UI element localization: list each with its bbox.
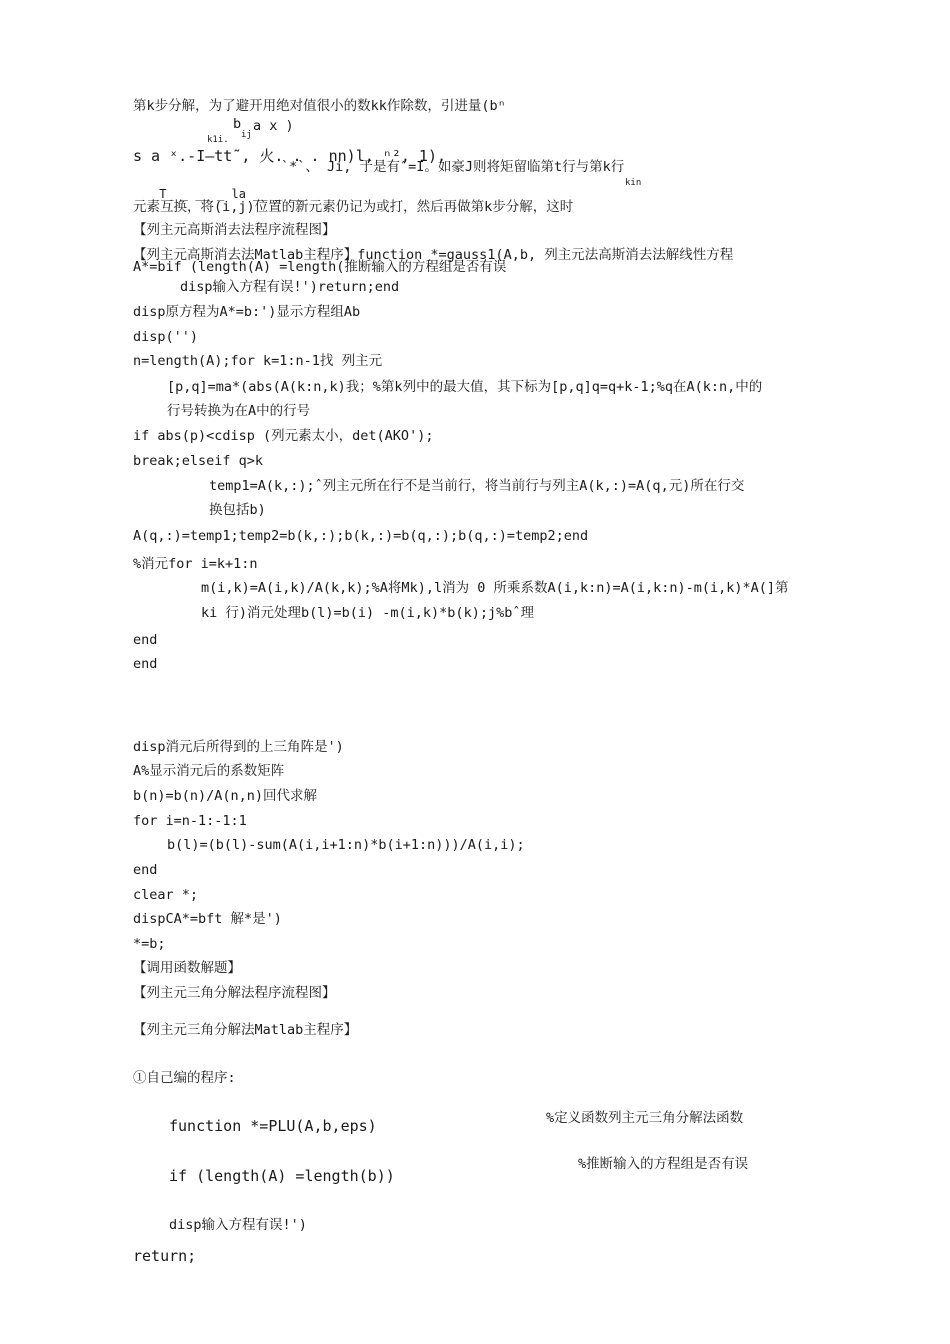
code-line: if abs(p)<cdisp (列元素太小，det(AKO'); [133, 428, 434, 444]
code-line: n=length(A);for k=1:n-1找 列主元 [133, 353, 383, 369]
section-heading: 【列主元高斯消去法程序流程图】 [133, 222, 336, 238]
code-comment: %定义函数列主元三角分解法函数 [546, 1110, 744, 1126]
code-line: return; [133, 1247, 197, 1265]
section-heading: 【列主元三角分解法Matlab主程序】 [133, 1022, 358, 1038]
code-line: break;elseif q>k [133, 453, 264, 469]
code-line: disp输入方程有误!')return;end [180, 279, 400, 295]
code-line: b(n)=b(n)/A(n,n)回代求解 [133, 788, 318, 804]
text-line: a x ) [253, 118, 294, 134]
code-line: temp1=A(k,:);ˆ列主元所在行不是当前行，将当前行与列主A(k,:)=A(q,元)所在行交 [209, 478, 745, 494]
text-line: b [233, 116, 242, 132]
code-line: disp原方程为A*=b:')显示方程组Ab [133, 304, 361, 320]
text-line: ij [241, 130, 252, 140]
text-line: _T_ _ __ _ la __ _ __ [152, 187, 304, 201]
code-line: m(i,k)=A(i,k)/A(k,k);%A将Mk),l消为 0 所乘系数A(i,k:n)=A(i,k:n)-m(i,k)*A(]第 [201, 580, 789, 596]
code-line: clear *; [133, 887, 199, 903]
code-line: A(q,:)=temp1;temp2=b(k,:);b(k,:)=b(q,:);b(q,:)=temp2;end [133, 528, 589, 544]
code-line: A%显示消元后的系数矩阵 [133, 763, 285, 779]
code-line: dispCA*=bft 解*是') [133, 911, 282, 927]
code-line: 行号转换为在A中的行号 [167, 403, 311, 419]
section-heading: 【列主元三角分解法程序流程图】 [133, 985, 336, 1001]
text-line: ①自己编的程序: [133, 1070, 236, 1086]
code-line: %消元for i=k+1:n [133, 556, 258, 572]
code-line: function *=PLU(A,b,eps) [169, 1117, 377, 1135]
code-line: end [133, 632, 158, 648]
code-line: ki 行)消元处理b(l)=b(i) -m(i,k)*b(k);j%bˆ理 [201, 605, 534, 621]
code-line: for i=n-1:-1:1 [133, 813, 247, 829]
code-line: 换包括b) [209, 502, 266, 518]
code-line: end [133, 862, 158, 878]
text-line: 第k步分解，为了避开用绝对值很小的数kk作除数，引进量(bⁿ [133, 98, 506, 114]
code-line: *=b; [133, 936, 166, 952]
code-line: disp消元后所得到的上三角阵是') [133, 739, 344, 755]
text-line: s a ˣ.-I—tt˜, 火. . . nn)l, ⁿ², 1), [133, 147, 447, 165]
text-line: kin [625, 178, 642, 188]
section-heading: 【调用函数解题】 [133, 960, 241, 976]
code-line: b(l)=(b(l)-sum(A(i,i+1:n)*b(i+1:n)))/A(i,i); [167, 837, 525, 853]
text-line: 元素互换，将(i,j)位置的新元素仍记为或打，然后再做第k步分解，这时 [133, 199, 574, 215]
code-comment: %推断输入的方程组是否有误 [578, 1156, 749, 1172]
code-line: A*=bif (length(A) =length(推断输入的方程组是否有误 [133, 259, 507, 275]
code-line: end [133, 656, 158, 672]
section-heading: 【列主元高斯消去法Matlab主程序】function *=gauss1(A,b, 列主元法高斯消去法解线性方程 [133, 247, 734, 263]
code-line: disp输入方程有误!') [169, 1217, 307, 1233]
text-line: `*`、 Ji, 于是有″=I。如豪J则将矩留临第t行与第k行 [281, 159, 625, 175]
code-line: [p,q]=ma*(abs(A(k:n,k)我；%第k列中的最大值，其下标为[p,q]q=q+k-1;%q在A(k:n,中的 [167, 379, 763, 395]
text-line: k1i. [207, 135, 229, 145]
code-line: disp('') [133, 329, 199, 345]
code-line: if (length(A) =length(b)) [169, 1167, 395, 1185]
